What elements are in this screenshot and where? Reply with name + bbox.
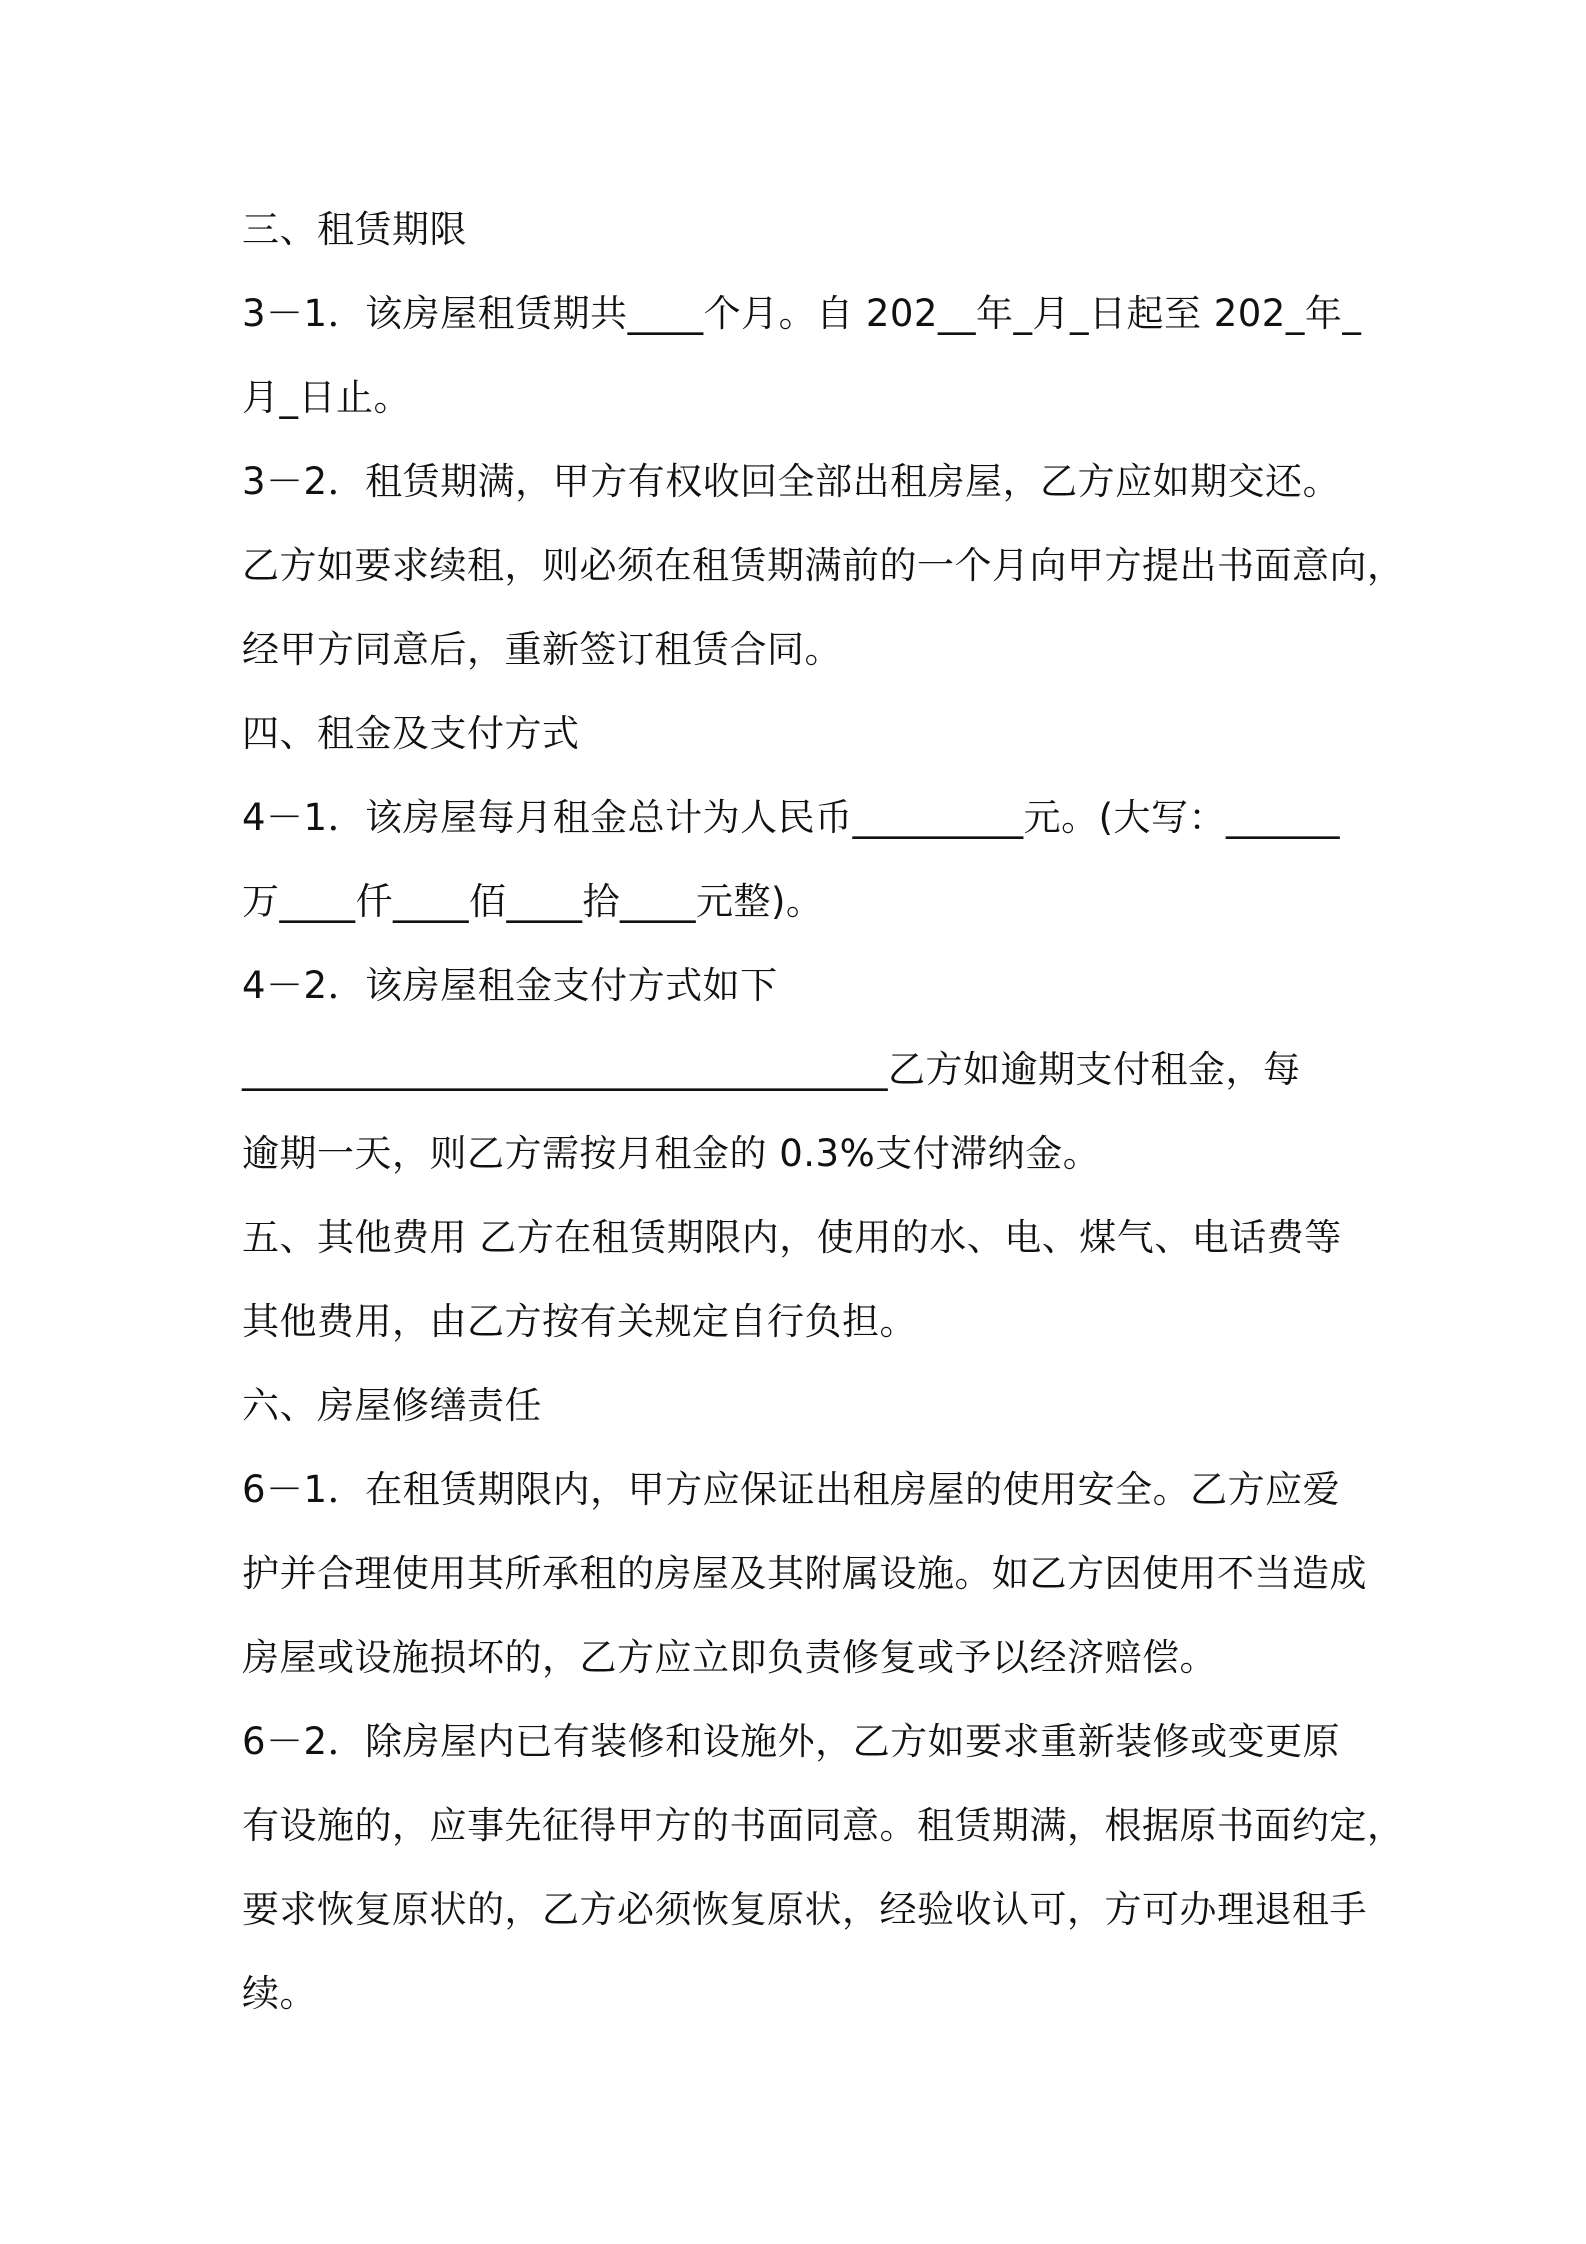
heading-repair-responsibility: 六、房屋修缮责任 bbox=[242, 1384, 542, 1427]
clause-6-2-line-3: 要求恢复原状的，乙方必须恢复原状，经验收认可，方可办理退租手 bbox=[242, 1888, 1367, 1931]
clause-4-2-line-1: 4－2．该房屋租金支付方式如下 bbox=[242, 964, 778, 1007]
clause-6-2-line-1: 6－2．除房屋内已有装修和设施外，乙方如要求重新装修或变更原 bbox=[242, 1720, 1341, 1763]
clause-3-2-line-1: 3－2．租赁期满，甲方有权收回全部出租房屋，乙方应如期交还。 bbox=[242, 460, 1341, 503]
heading-lease-term: 三、租赁期限 bbox=[242, 208, 467, 251]
clause-5-line-1: 五、其他费用 乙方在租赁期限内，使用的水、电、煤气、电话费等 bbox=[242, 1216, 1342, 1259]
heading-rent-payment: 四、租金及支付方式 bbox=[242, 712, 580, 755]
clause-4-2-line-3: 逾期一天，则乙方需按月租金的 0.3%支付滞纳金。 bbox=[242, 1132, 1101, 1175]
clause-6-2-line-4: 续。 bbox=[242, 1972, 317, 2015]
clause-6-1-line-1: 6－1．在租赁期限内，甲方应保证出租房屋的使用安全。乙方应爱 bbox=[242, 1468, 1341, 1511]
clause-4-1-line-1: 4－1．该房屋每月租金总计为人民币_________元。(大写：______ bbox=[242, 796, 1341, 839]
clause-6-2-line-2: 有设施的，应事先征得甲方的书面同意。租赁期满，根据原书面约定， bbox=[242, 1804, 1405, 1847]
clause-6-1-line-2: 护并合理使用其所承租的房屋及其附属设施。如乙方因使用不当造成 bbox=[242, 1552, 1367, 1595]
clause-3-2-line-2: 乙方如要求续租，则必须在租赁期满前的一个月向甲方提出书面意向， bbox=[242, 544, 1405, 587]
clause-5-line-2: 其他费用，由乙方按有关规定自行负担。 bbox=[242, 1300, 917, 1343]
clause-3-1-line-1: 3－1．该房屋租赁期共____个月。自 202__年_月_日起至 202_年_ bbox=[242, 292, 1362, 335]
clause-6-1-line-3: 房屋或设施损坏的，乙方应立即负责修复或予以经济赔偿。 bbox=[242, 1636, 1217, 1679]
clause-4-2-line-2: __________________________________乙方如逾期支付租金，每 bbox=[242, 1048, 1301, 1091]
clause-3-2-line-3: 经甲方同意后，重新签订租赁合同。 bbox=[242, 628, 842, 671]
clause-4-1-line-2: 万____仟____佰____拾____元整)。 bbox=[242, 880, 824, 923]
clause-3-1-line-2: 月_日止。 bbox=[242, 376, 411, 419]
